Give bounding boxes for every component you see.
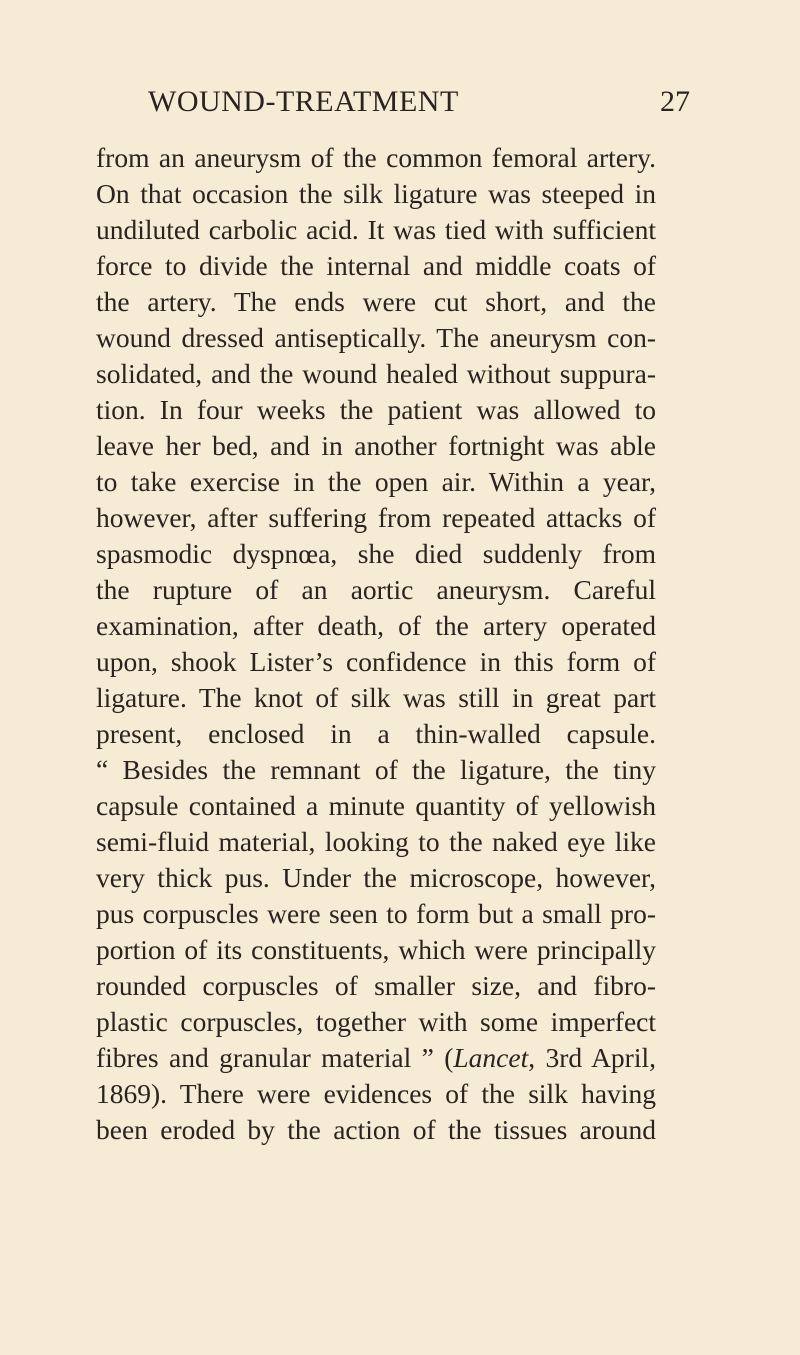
text-line: upon, shook Lister’s confidence in this form of: [96, 646, 656, 677]
page-number: 27: [660, 85, 690, 118]
text-line: force to divide the internal and middle coats of: [96, 250, 656, 281]
text-line: “ Besides the remnant of the ligature, the tiny: [96, 754, 656, 785]
text-line: ligature. The knot of silk was still in great part: [96, 682, 656, 713]
text-line: however, after suffering from repeated attacks of: [96, 502, 656, 533]
text-line: to take exercise in the open air. Within a year,: [96, 466, 656, 497]
text-line: present, enclosed in a thin-walled capsule.: [96, 718, 656, 749]
running-title: WOUND-TREATMENT: [148, 85, 459, 118]
text-line: 1869). There were evidences of the silk having: [96, 1078, 656, 1109]
text-line: been eroded by the action of the tissues around: [96, 1114, 656, 1145]
text-line: the artery. The ends were cut short, and the: [96, 286, 656, 317]
text-line: from an aneurysm of the common femoral artery.: [96, 142, 656, 173]
text-line: tion. In four weeks the patient was allowed to: [96, 394, 656, 425]
text-line: the rupture of an aortic aneurysm. Careful: [96, 574, 656, 605]
running-head: [148, 82, 688, 132]
text-line: spasmodic dyspnœa, she died suddenly from: [96, 538, 656, 569]
text-line: very thick pus. Under the microscope, however,: [96, 862, 656, 893]
text-line: undiluted carbolic acid. It was tied with sufficient: [96, 214, 656, 245]
text-line: portion of its constituents, which were principally: [96, 934, 656, 965]
text-line: wound dressed antiseptically. The aneurysm con-: [96, 322, 656, 353]
text-line: plastic corpuscles, together with some imperfect: [96, 1006, 656, 1037]
text-line: fibres and granular material ” (Lancet, 3rd April,: [96, 1042, 656, 1073]
text-line: leave her bed, and in another fortnight was able: [96, 430, 656, 461]
text-line: pus corpuscles were seen to form but a small pro-: [96, 898, 656, 929]
text-line: capsule contained a minute quantity of yellowish: [96, 790, 656, 821]
text-line: On that occasion the silk ligature was steeped in: [96, 178, 656, 209]
body-text: [96, 140, 656, 1148]
text-line: semi-fluid material, looking to the naked eye like: [96, 826, 656, 857]
text-line: solidated, and the wound healed without suppura-: [96, 358, 656, 389]
journal-title: Lancet: [453, 1042, 529, 1073]
text-line: rounded corpuscles of smaller size, and fibro-: [96, 970, 656, 1001]
text-line: examination, after death, of the artery operated: [96, 610, 656, 641]
